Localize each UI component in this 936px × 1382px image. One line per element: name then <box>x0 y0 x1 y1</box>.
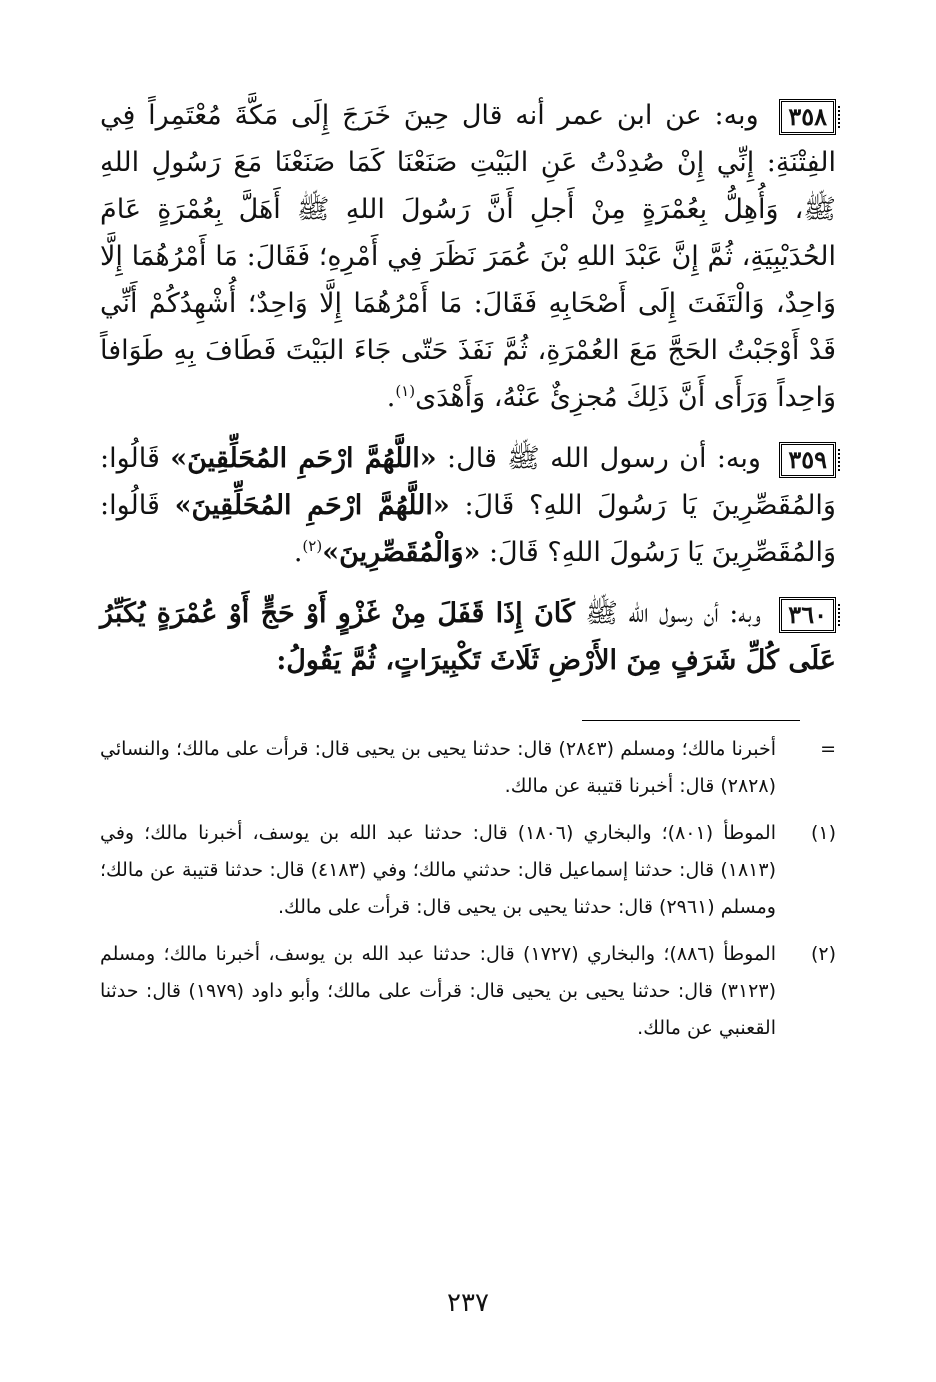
footnote-2 <box>100 936 836 1047</box>
footnote-marker: (١) <box>810 822 836 844</box>
footnote-divider <box>0 720 836 721</box>
page-number: ٢٣٧ <box>447 1288 489 1318</box>
footnote-text: الموطأ (٨٨٦)؛ والبخاري (١٧٢٧) قال: حدثنا عبد الله بن يوسف، أخبرنا مالك؛ ومسلم (٣١٢٣) قال: حدثنا يحيى بن يحيى قال: قرأت على مالك؛ وأبو داود (١٩٧٩) قال: حدثنا القعنبي عن مالك. <box>100 943 776 1039</box>
hadith-text: قَالُوا: وَالمُقَصِّرِينَ يَا رَسُولَ اللهِ؟ قَالَ: <box>100 490 836 568</box>
footnote-marker: (٢) <box>810 943 836 965</box>
hadith-360 <box>100 590 836 684</box>
hadith-text: وبه: أن رسول الله ﷺ قال: <box>447 443 761 474</box>
hadith-ending: . <box>386 382 396 413</box>
hadith-quote: «وَالْمُقَصِّرِينَ» <box>322 537 481 568</box>
hadith-quote: «اللَّهُمَّ ارْحَمِ المُحَلِّقِينَ» <box>170 443 437 474</box>
hadith-ending: . <box>293 537 303 568</box>
footnote-marker: = <box>820 738 836 760</box>
footnote-reference[interactable]: (١) <box>395 382 416 400</box>
footnotes-section <box>100 731 836 1047</box>
footnote-continuation <box>100 731 836 805</box>
hadith-text: وبه: أن رسول الله ﷺ <box>585 598 761 629</box>
hadith-358 <box>100 92 836 421</box>
hadith-text: قَالُوا: وَالمُقَصِّرِينَ يَا رَسُولَ اللهِ؟ قَالَ: <box>100 443 836 521</box>
footnote-text: أخبرنا مالك؛ ومسلم (٢٨٤٣) قال: حدثنا يحيى بن يحيى قال: قرأت على مالك؛ والنسائي (٢٨٢٨) قال: أخبرنا قتيبة عن مالك. <box>100 738 776 797</box>
footnote-1 <box>100 815 836 926</box>
footnote-reference[interactable]: (٢) <box>302 537 323 555</box>
hadith-quote: كَانَ إِذَا قَفَلَ مِنْ غَزْوٍ أَوْ حَجٍّ أَوْ عُمْرَةٍ يُكَبِّرُ عَلَى كُلِّ شَرَفٍ مِنَ الأَرْضِ ثَلَاثَ تَكْبِيرَاتٍ، ثُمَّ يَقُولُ: <box>100 598 836 676</box>
divider-line <box>582 720 800 721</box>
hadith-text: وبه: عن ابن عمر أنه قال حِينَ خَرَجَ إِلَى مَكَّةَ مُعْتَمِراً فِي الفِتْنَةِ: إِنِّي إِنْ صُدِدْتُ عَنِ البَيْتِ صَنَعْنَا كَمَا صَنَعْنَا مَعَ رَسُولِ اللهِ ﷺ، وَأُهِلُّ بِعُمْرَةٍ مِنْ أَجلِ أَنَّ رَسُولَ اللهِ ﷺ أَهَلَّ بِعُمْرَةٍ عَامَ الحُدَيْبِيَةِ، ثُمَّ إِنَّ عَبْدَ اللهِ بْنَ عُمَرَ نَظَرَ فِي أَمْرِهِ؛ فَقَالَ: مَا أَمْرُهُمَا إِلَّا وَاحِدٌ، وَالْتَفَتَ إِلَى أَصْحَابِهِ فَقَالَ: مَا أَمْرُهُمَا إِلَّا وَاحِدٌ؛ أُشْهِدُكُمْ أَنِّي قَدْ أَوْجَبْتُ الحَجَّ مَعَ العُمْرَةِ، ثُمَّ نَفَذَ حَتّى جَاءَ البَيْتَ فَطَافَ بِهِ طَوَافاً وَاحِداً وَرَأَى أَنَّ ذَلِكَ مُجزِئٌ عَنْهُ، وَأَهْدَى <box>100 100 836 413</box>
hadith-359 <box>100 435 836 576</box>
hadith-number-badge: ٣٥٨ <box>779 99 836 135</box>
hadith-number-badge: ٣٥٩ <box>779 442 836 478</box>
footnote-text: الموطأ (٨٠١)؛ والبخاري (١٨٠٦) قال: حدثنا عبد الله بن يوسف، أخبرنا مالك؛ وفي (١٨١٣) قال: حدثنا إسماعيل قال: حدثني مالك؛ وفي (٤١٨٣) قال: حدثنا قتيبة عن مالك؛ ومسلم (٢٩٦١) قال: حدثنا يحيى بن يحيى قال: قرأت على مالك. <box>100 822 776 918</box>
hadith-number-badge: ٣٦٠ <box>779 597 836 633</box>
hadith-quote: «اللَّهُمَّ ارْحَمِ المُحَلِّقِينَ» <box>174 490 450 521</box>
